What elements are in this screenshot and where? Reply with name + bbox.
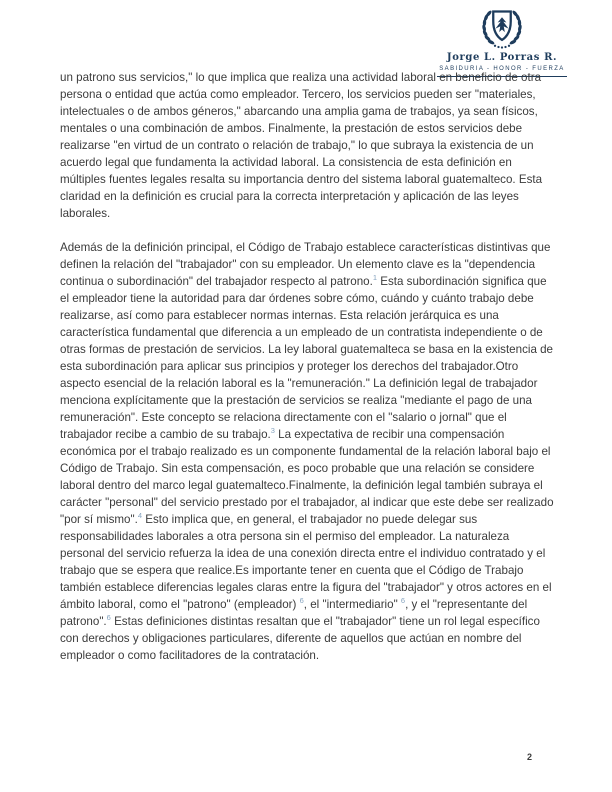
page-number: 2 (527, 752, 533, 762)
paragraph-text: un patrono sus servicios," lo que implica que realiza una actividad laboral en beneficio de otra persona o entidad que actúa como empleador. Tercero, los servicios pueden ser "materiales, intelectuales o de ambos géneros," abarcando una amplia gama de trabajos, ya sean físicos, mentales o una combinación de ambos. Finalmente, la prestación de estos servicios debe realizarse "en virtud de un contrato o relación de trabajo," lo que subraya la existencia de un acuerdo legal que fundamenta la actividad laboral. La consistencia de esta definición en múltiples fuentes legales resalta su importancia dentro del sistema laboral guatemalteco. Esta claridad en la definición es crucial para la correcta interpretación y aplicación de las leyes laborales. (60, 71, 543, 220)
letterhead (437, 8, 567, 77)
footnote-ref[interactable]: 6 (400, 596, 406, 606)
letterhead-name: Jorge L. Porras R. (446, 52, 558, 63)
paragraph-text: Esta subordinación significa que el empleador tiene la autoridad para dar órdenes sobre cómo, cuándo y cuánto trabajo debe realizarse, así como para establecer normas internas. Esta relación jerárquica es una característica fundamental que diferencia a un empleado de un contratista independiente o de otras formas de prestación de servicios. La ley laboral guatemalteca se basa en la existencia de esta subordinación para aplicar sus principios y proteger los derechos del trabajador.Otro aspecto esencial de la relación laboral es la "remuneración." La definición legal de trabajador menciona explícitamente que la prestación de servicios se realiza "mediante el pago de una remuneración". Este concepto se relaciona directamente con el "salario o jornal" que el trabajador recibe a cambio de su trabajo. (60, 275, 554, 441)
paragraph-text: Estas definiciones distintas resaltan que el "trabajador" tiene un rol legal específico con derechos y obligaciones particulares, diferente de aquellos que actúan en nombre del empleador o como facilitadores de la contratación. (60, 615, 540, 662)
paragraph-text: , y el "representante del patrono". (60, 598, 528, 628)
document-body (60, 69, 554, 681)
paragraph-text: Esto implica que, en general, el trabajador no puede delegar sus responsabilidades laborales a otra persona sin el permiso del empleador. La naturaleza personal del servicio refuerza la idea de una conexión directa entre el individuo contratado y el trabajo que se espera que realice.Es importante tener en cuenta que el Código de Trabajo también establece diferencias legales claras entre la figura del "trabajador" y otros actores en el ámbito laboral, como el "patrono" (empleador) (60, 513, 552, 611)
paragraph-text: , el "intermediario" (303, 598, 401, 611)
paragraph-text: La expectativa de recibir una compensación económica por el trabajo realizado es un componente fundamental de la relación laboral bajo el Código de Trabajo. Sin esta compensación, es poco probable que una relación se considere laboral dentro del marco legal guatemalteco.Finalmente, la definición legal también subraya el carácter "personal" del servicio prestado por el trabajador, al indicar que este debe ser realizado "por sí mismo". (60, 428, 554, 526)
footnote-ref[interactable]: 1 (372, 273, 378, 283)
footnote-ref[interactable]: 4 (137, 511, 142, 521)
paragraph (60, 69, 554, 222)
eagle-crest-icon (474, 8, 530, 50)
footnote-ref[interactable]: 6 (106, 613, 111, 623)
paragraph-text: Además de la definición principal, el Código de Trabajo establece características distintivas que definen la relación del "trabajador" con su empleador. Un elemento clave es la "dependencia continua o subordinación" del trabajador respecto al patrono. (60, 241, 551, 288)
footnote-ref[interactable]: 6 (299, 596, 304, 606)
footnote-ref[interactable]: 3 (270, 426, 275, 436)
letterhead-motto: SABIDURIA - HONOR - FUERZA (439, 66, 565, 72)
paragraph (60, 239, 554, 664)
